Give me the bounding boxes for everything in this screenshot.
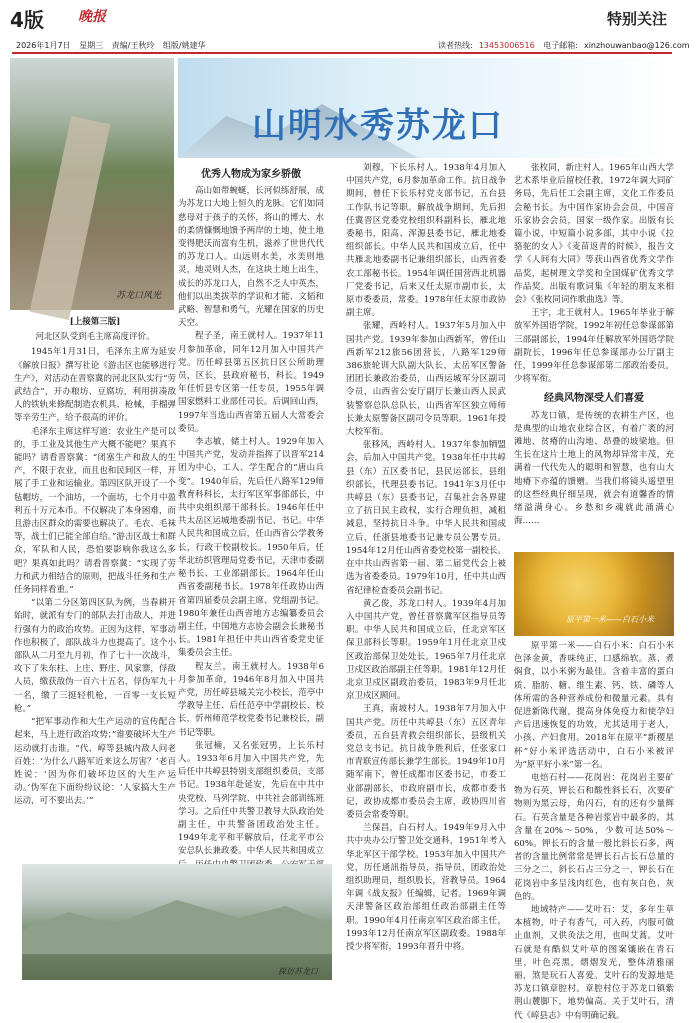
mountain-photo [10, 58, 174, 310]
paragraph: 张枚同，新庄村人。1965年山西大学艺术系毕业后留校任教。1972年调大同矿务局，先后任工会副主席，文化工作委员会秘书长。为中国作家协会会员，中国音乐家协会会员，国家一级作家。出版有长篇小说，中短篇小说多部，其中小说《拉骆驼的女人》《麦苗返青的时候》，报告文学《人间有大同》等获山西省优秀文学作品奖，起树理文学奖和全国煤矿优秀文学作品奖。出版有歌词集《年轻的朋友来相会》《张枚同词作歌曲选》等。 [514, 163, 674, 306]
masthead [0, 0, 690, 56]
paragraph: 张耀，西岭村人。1937年5月加入中国共产党。1939年参加山西新军，曾任山西新军212旅56团营长，八路军129师386旅轮训大队副大队长，太岳军区警备团团长兼政治委员，山西运城军分区副司令员，山西省公安厅副厅长兼山西人民武装警察总队总队长，山西省军区独立师师长兼太原警备区副司令员等职。1961年授大校军衔。 [346, 321, 506, 438]
article-column-4 [514, 162, 674, 548]
weekday: 星期三 [79, 41, 104, 50]
paragraph: 张冠楠，又名张冠男，上长乐村人。1933年6月加入中国共产党，先后任中共崞县特别支部组织委员，支部书记。1938年赴延安，先后在中共中央党校、马列学院、中共社会部训练班学习。之后任中共警卫教导大队政治处副主任，中共警备团政治处主任。1949年北平和平解放后，任北平市公安总队长兼政委。中华人民共和国成立 [178, 740, 324, 857]
info-line [16, 40, 690, 51]
paragraph: 地域特产——艾叶石：艾，多年生草本植物，叶子有香气，可入药，内服可做止血剂，又供灸法之用，也叫艾蒿。艾叶石就是有酷似艾叶草的图案镶嵌在青石里，叶色亮黑，熠熠发光，整体清雅丽丽，煞是玩石人喜爱。艾叶石的发源地是苏龙口镇章腔村。章腔村位于苏龙口镇紫荆山麓脚下，地势偏高。关于艾叶石，清代《崞县志》中有明确记载。 [514, 905, 674, 1021]
paragraph: 王宇，北王就村人。1965年毕业于解放军外国语学院，1992年初任总参谋部第三部副部长，1994年任解放军外国语学院副院长，1996年任总参谋部办公厅副主任，1999年任总参谋部第二部政治委员。少将军衔。 [514, 308, 674, 385]
issue-date: 2026年1月7日 [16, 41, 71, 50]
article-title: 山明水秀苏龙口 [252, 106, 504, 146]
paragraph: 原平第一米——白石小米：白石小米色泽金黄，香味纯正，口感绵软。蒸、煮焖食，以小米粥为最佳。含着丰富的蛋白质、脂肪、糖、维生素、钙、铁、磷等人体所需的各种营养成份和微量元素。具有促进新陈代谢，提高身体免疫力和使孕妇产后迅速恢复的功效，尤其适用于老人，小孩、产妇食用。2018年在原平“新稷星杯”好小米评选活动中，白石小米被评为“原平好小米”第一名。 [514, 641, 674, 770]
designer: 组版/姚建华 [162, 41, 206, 50]
continued-note: [上接第三版] [69, 317, 121, 327]
paragraph: 高山如带蜿蜒，长河似练舒展，成为苏龙口大地上恒久的龙脉。它们如同慈母对于孩子的关怀，将山的博大、水的柔情慷慨地馈予两岸的土地，使土地变得肥沃而富有生机，滋养了世世代代的苏龙口人。山远则水美，水美则地灵，地灵则人杰，在这块土地上出生，成长的苏龙口人，自然不乏人中英杰，他们以出类拔萃的学识和才能、文韬和武略、智慧和勇气，光耀在国家的历史天空。 [178, 186, 324, 329]
hotline: 13453006516 [478, 41, 535, 50]
section-heading: 经典风物深受人们喜爱 [544, 393, 644, 405]
paragraph: 张移风，西岭村人。1937年参加牺盟会，后加入中国共产党。1938年任中共崞县（东）五区委书记，县民运部长，县组织部长，代理县委书记。1941年3月任中共崞县（东）县委书记，召集社会各界建立了抗日民主政权，实行合理负担，减租减息，坚持抗日斗争。中华人民共和国成立后，任浙县地委书记兼专员公署专员。1954年12月任山西省委党校第一副校长。在中共山西省第一届、第二届党代会上被选为省委委员。1979年10月，任中共山西省纪律检查委员会副书记。 [346, 440, 506, 596]
article-column-1 [14, 316, 176, 856]
landscape-photo [22, 864, 332, 980]
paragraph: 黄乙俊，苏龙口村人。1939年4月加入中国共产党，曾任晋察冀军区指导员等职。中华人民共和国成立后，任北京军区保卫部科长等职。1959年1月任北京卫戍区政治部保卫处处长，1965年7月任北京卫戍区政治部副主任等职。1981年12月任北京卫戍区副政治委员，1983年9月任北京卫戍区顾问。 [346, 598, 506, 702]
paragraph: 程子圣，南王就村人。1937年11月参加革命，同年12月加入中国共产党。历任崞县第五区抗日区公所助理员，区长，县政府秘书，科长。1949年任忻县专区第一任专员，1955年调国家燃料工业部任司长。后调回山西，1997年当选山西省第五届人大常委会委员。 [178, 331, 324, 434]
newspaper-logo: 晚报 [78, 9, 106, 25]
section-subhead: 河北区队受到毛主席高度评价。 [35, 332, 155, 343]
paragraph: “把军事动作和大生产运动的宣传配合起来，马上进行政治攻势；”谁要破坏大生产运动就打击谁。“代、崞等县城内敌人问老百姓：‘为什么八路军近来这么厉害？’老百姓说：‘因为你们破坏边区的大生产运动。’伪军在下面纷纷议论：‘人家搞大生产运动，可不要出去。’” [14, 717, 176, 807]
section-title: 特别关注 [606, 10, 667, 28]
header-rule [12, 52, 672, 54]
paragraph: 兰保昌，白石村人。1949年9月入中共中央办公厅警卫处交通科，1951年考入华北军区干部学校。1953年加入中国共产党，历任通訊指导员，指导员，团政治处组织助理员，组织股长，营教导员。1964年调《战友报》任编辑，记者。1969年调天津警备区政治部组任政治部副主任等职。1990年4月任南京军区政治部主任，1993年12月任南京军区副政委。1988年授少将军衔，1993年晋升中将。 [346, 823, 506, 952]
paragraph: 李志敏，储土村人。1929年加入中国共产党，发动并指挥了以晋军214团为中心，工人、学生配合的“唐山兵变”。1940年后，先后任八路军129师教育科科长，太行军区军事部部长，中共中央组织部干部科长。1946年任中共太岳区运城地委副书记、书记。中华人民共和国成立后，任山西省公学教务长，行政干校副校长。1950年后，任华北纺织管理局党委书记，天津市委副秘书长、工业部副部长。1964年任山西省委副秘书长。1978年任政协山西省第四届委员会副主席、党组副书记。1980年兼任山西省地方志编纂委员会副主任，中国地方志协会副会长兼秘书长。1981年担任中共山西省委党史征集委员会主任。 [178, 437, 324, 659]
editor: 责编/王秋玲 [111, 41, 155, 50]
photo-caption: 原平第一米——白石小米 [566, 615, 654, 624]
paragraph: 苏龙口镇，是传统的农耕生产区，也是典型的山地农业综合区，有着广袤的河滩地、贫瘠的山沟地、昂叠的坡梁地。但生长在这片土地上的风物却异常丰茂，充满着一代代先人的聪明和智慧，也有山大地瘠下亦蕴的馈赠。当我们将镜头遥望里的这些经典仔细呈现，就会有道馨香的情绪溢满身心。乡愁和乡魂就此涌满心海…… [514, 410, 674, 527]
article-column-5 [514, 640, 674, 1021]
photo-caption: 苏龙口风光 [116, 291, 162, 301]
article-column-3 [346, 162, 506, 982]
section-heading: 优秀人物成为家乡骄傲 [201, 169, 301, 180]
paragraph: 1945年1月31日，毛泽东主席为延安《解放日报》撰写社论《游击区也能够进行生产》，对活动在晋察冀的河北区队实行“劳武结合”，开办粮坊、豆腐坊，利用拼凑敌人的铁轨来修配制造农机具、枪械，手榴弹等辛劳生产，给予很高的评价。 [14, 347, 176, 424]
paragraph: 毛泽东主席这样写道：农业生产是可以的，手工业及其他生产大概不能吧？果真不能吗？请看晋察冀：“闭塞生产和敌人的生产，不限于农业，而且也和民间区一样，开展了手工业和运输业。第四区队开设了一个毡帽坊，一个油坊，一个面坊，七个月中盈利五十万元本币。不仅解决了本身困难，而且游击区群众的需要也解决了。毛农、毛袜等，战士们已能全部自给。”游击区战士和群众，军队和人民，恐怕要影响你我这么多吧？果真如此吗？请看晋察冀：“实现了劳力和武力相结合的原则，把战斗任务和生产任务同样看重。” [14, 426, 176, 596]
email: xinzhouwanbao@126.com [583, 41, 690, 50]
photo-caption: 探访苏龙口 [278, 967, 318, 976]
hotline-label: 读者热线: [438, 41, 473, 50]
email-label: 电子邮箱: [543, 41, 578, 50]
paragraph: “以第二分区第四区队为例，当春耕开始时，就派有专门的部队去打击敌人，并进行强有力的政治攻势。正因为这样，军事动作也积极了，部队战斗力也提高了。这个小部队从二月至九月初，作了七十一次战斗，攻下了朱东柱、上庄、野庄、风家寨，俘敌人员，缴获敌伪一百六十五名，俘伪军九十一名，缴了三挺轻机枪，一百零一支长短枪。” [14, 598, 176, 714]
paragraph: 程友兰，南王就村人。1938年6月参加革命，1946年8月加入中国共产党，历任崞县城关完小校长，范亭中学教导主任、后任范亭中学副校长、校长，忻州师范学校党委书记兼校长，副书记等职。 [178, 661, 324, 738]
paragraph: 刘穆，下长乐村人。1938年4月加入中国共产党，6月参加革命工作。抗日战争期间，曾任下长乐村党支部书记，五台县工作队书记等职。解放战争期间，先后担任冀晋区党委党校组织科副科长，雁北地委秘书，阳高、浑源县委书记，雁北地委组织部长。中华人民共和国成立后，任中共雁北地委副书记兼组织部长，山西省委农工部秘书长。1954年调任国营西北机器厂党委书记，后来又任太原市副市长，太原市委委员，常委。1978年任太原市政协副主席。 [346, 163, 506, 319]
paragraph: 电焙石村——花岗岩：花岗岩主要矿物为石英，钾长石和酸性斜长石，次要矿物则为黑云母，角闪石，有的还有少量辉石。石英含量是各种岩浆岩中最多的，其含量在20%～50%，少数可达50%～60%。钾长石的含量一般比斜长石多，两者的含量比例常常是钾长石占长石总量的三分之二，斜长石占三分之一，钾长石在花岗岩中多呈浅肉红色，也有灰白色、灰色的。 [514, 773, 674, 902]
paragraph: 王真，南坡村人。1938年7月加入中国共产党。历任中共崞县（东）五区青年委员，五台县青救会组织部长，县级机关党总支书记。抗日战争胜利后，任张家口市青联宣传部长兼学生部长。1949年10月随军南下，曾任成都市区委书记，市委工业部副部长，市政府副市长，成都市委书记，政协成都市委员会主席，政协四川省委员会常委等职。 [346, 704, 506, 820]
article-column-2 [178, 162, 324, 856]
page-number: 4版 [10, 8, 44, 32]
